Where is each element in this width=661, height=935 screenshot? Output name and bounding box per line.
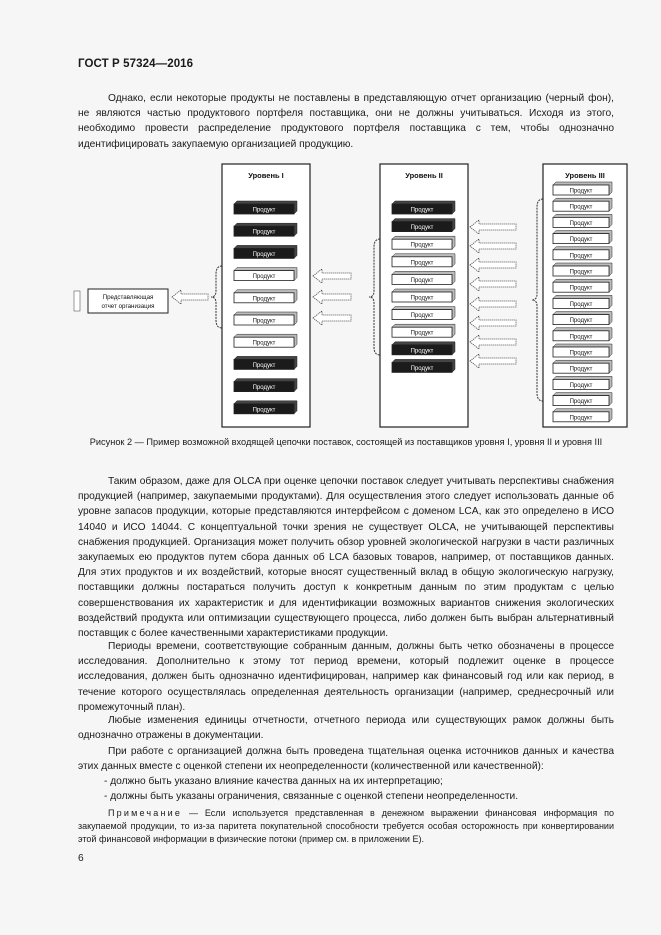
standard-header: ГОСТ Р 57324—2016 <box>78 58 194 70</box>
bullet-item: - должны быть указаны ограничения, связанные с оценкой степени неопределенности. <box>104 791 519 802</box>
product-label: Продукт <box>569 366 593 373</box>
bullet-item: - должно быть указано влияние качества данных на их интерпретацию; <box>104 776 443 787</box>
product-label: Продукт <box>252 274 276 281</box>
product-box <box>234 245 297 258</box>
product-label: Продукт <box>252 385 276 392</box>
product-label: Продукт <box>410 242 434 249</box>
time-periods-paragraph: Периоды времени, соответствующие собранным данным, должны быть четко обозначены в процессе исследования. Дополнительно к этому тот период времени, который подлежит оценке в процессе исследования, должен быть однозначно идентифицирован, например как финансовый год или как период, в течение которого осуществлялась определенная деятельность организации (например, среднесрочный или промежуточный план). <box>78 641 614 713</box>
product-box <box>553 344 612 357</box>
product-label: Продукт <box>252 362 276 369</box>
product-label: Продукт <box>569 188 593 195</box>
product-label: Продукт <box>410 260 434 267</box>
product-box <box>234 201 297 214</box>
reporting-org-side <box>74 291 80 311</box>
product-box <box>392 359 455 372</box>
level-title: Уровень I <box>248 171 284 180</box>
brace-level3 <box>532 199 543 401</box>
product-box <box>553 198 612 211</box>
product-label: Продукт <box>410 295 434 302</box>
product-label: Продукт <box>410 348 434 355</box>
product-label: Продукт <box>252 229 276 236</box>
changes-paragraph: Любые изменения единицы отчетности, отчетного периода или существующих рамок должны быть однозначно отражены в документации. <box>78 715 614 742</box>
arrow-level2-in <box>470 316 516 330</box>
arrow-level1-in <box>313 269 351 283</box>
reporting-org-label-line1: Представляющая <box>102 294 154 301</box>
product-box <box>234 379 297 392</box>
level-title: Уровень II <box>405 171 443 180</box>
product-box <box>553 360 612 373</box>
product-label: Продукт <box>569 318 593 325</box>
arrow-level1-in <box>313 290 351 304</box>
product-box <box>392 307 455 320</box>
product-label: Продукт <box>252 207 276 214</box>
brace-level1 <box>211 266 222 328</box>
product-box <box>553 247 612 260</box>
page-number: 6 <box>78 853 84 864</box>
arrow-level2-in <box>470 220 516 234</box>
product-label: Продукт <box>569 204 593 211</box>
product-box <box>234 268 297 281</box>
product-box <box>392 236 455 249</box>
arrow-level2-in <box>470 277 516 291</box>
product-box <box>392 219 455 232</box>
product-label: Продукт <box>410 277 434 284</box>
product-label: Продукт <box>410 313 434 320</box>
product-box <box>234 312 297 325</box>
product-box <box>553 214 612 227</box>
product-label: Продукт <box>252 407 276 414</box>
product-label: Продукт <box>569 237 593 244</box>
product-label: Продукт <box>569 382 593 389</box>
product-box <box>553 376 612 389</box>
figure-caption: Рисунок 2 — Пример возможной входящей цепочки поставок, состоящей из поставщиков уровня I, уровня II и уровня III <box>89 437 603 447</box>
product-label: Продукт <box>569 269 593 276</box>
product-box <box>553 295 612 308</box>
olca-paragraph: Таким образом, даже для OLCA при оценке цепочки поставок следует учитывать перспективы снабжения продукцией (например, закупаемыми продуктами). Для осуществления этого следует использовать данные об уровне запасов продукции, которые представляются интерфейсом с доменом LCA, как это определено в ИСО 14040 и ИСО 14044. С концептуальной точки зрения не существует OLCA, не учитывающей перспективы снабжения продукцией. Организация может получить обзор уровней экологической нагрузки в части различных закупаемых ею продуктов путем сбора данных об LCA базовых товаров, например, от поставщиков данных. Для этих продуктов и их воздействий, которые вносят существенный вклад в общую экологическую нагрузку, поставщики должны постараться получить доступ к конкретным данным по этим продуктам с целью совершенствования их характеристик и для идентификации возможных вариантов снижения экологических воздействий продукта или оптимизации существующего процесса, либо должен быть выбран альтернативный поставщик с более качественными характеристиками продукции. <box>78 476 614 640</box>
arrow-level2-in <box>470 335 516 349</box>
reporting-org-label-line2: отчет организация <box>101 303 155 310</box>
product-box <box>553 328 612 341</box>
product-box <box>234 223 297 236</box>
brace-level2 <box>369 239 380 355</box>
arrow-level2-in <box>470 354 516 368</box>
product-label: Продукт <box>252 251 276 258</box>
product-label: Продукт <box>569 415 593 422</box>
product-label: Продукт <box>410 330 434 337</box>
product-label: Продукт <box>252 318 276 325</box>
product-label: Продукт <box>569 334 593 341</box>
data-quality-paragraph: При работе с организацией должна быть проведена тщательная оценка источников данных и качества этих данных вместе с оценкой степени их неопределенности (количественной или качественной): <box>78 746 614 773</box>
level-column <box>222 164 310 427</box>
product-box <box>553 263 612 276</box>
note-label: Примечание <box>108 808 183 818</box>
product-label: Продукт <box>410 365 434 372</box>
product-box <box>234 401 297 414</box>
product-label: Продукт <box>569 285 593 292</box>
product-box <box>392 271 455 284</box>
product-box <box>234 356 297 369</box>
arrow-level1-in <box>313 311 351 325</box>
product-label: Продукт <box>252 296 276 303</box>
product-box <box>234 334 297 347</box>
level-title: Уровень III <box>565 171 605 180</box>
product-label: Продукт <box>569 220 593 227</box>
product-label: Продукт <box>569 253 593 260</box>
product-box <box>553 279 612 292</box>
product-label: Продукт <box>569 350 593 357</box>
product-label: Продукт <box>569 301 593 308</box>
product-label: Продукт <box>410 207 434 214</box>
product-box <box>553 231 612 244</box>
product-box <box>553 312 612 325</box>
arrow-to-organization <box>172 290 208 304</box>
arrow-level2-in <box>470 297 516 311</box>
product-box <box>234 290 297 303</box>
arrow-level2-in <box>470 258 516 272</box>
product-box <box>553 409 612 422</box>
product-label: Продукт <box>569 399 593 406</box>
note-paragraph <box>78 807 614 847</box>
level-column <box>543 164 627 427</box>
product-box <box>553 182 612 195</box>
product-box <box>392 342 455 355</box>
product-label: Продукт <box>252 340 276 347</box>
level-column <box>380 164 468 427</box>
product-label: Продукт <box>410 225 434 232</box>
arrow-level2-in <box>470 239 516 253</box>
product-box <box>392 289 455 302</box>
intro-paragraph: Однако, если некоторые продукты не поставлены в представляющую отчет организацию (черный фон), не являются частью продуктового портфеля поставщика, они не должны учитываться. Исходя из этого, необходимо провести распределение продуктового портфеля поставщика с тем, чтобы однозначно идентифицировать закупаемую организацией продукцию. <box>78 93 614 150</box>
note-text: — Если используется представленная в денежном выражении финансовая информация по закупаемой продукции, то из-за паритета покупательной способности требуется особая осторожность при конвертировании этой финансовой информации в физические потоки (пример см. в приложении Е). <box>78 808 614 845</box>
reporting-organization-box <box>74 289 168 313</box>
product-box <box>392 254 455 267</box>
product-box <box>392 201 455 214</box>
product-box <box>553 393 612 406</box>
product-box <box>392 324 455 337</box>
